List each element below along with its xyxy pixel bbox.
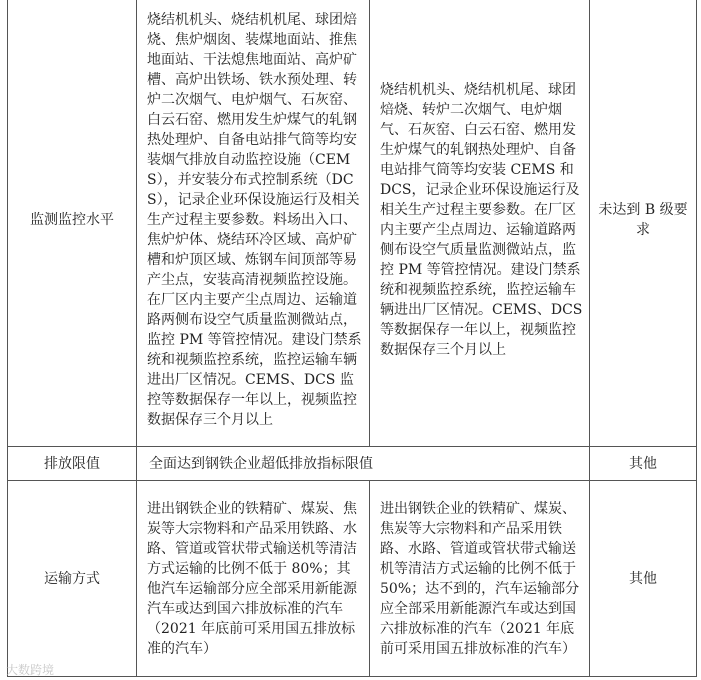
- cell-result: [590, 447, 697, 481]
- row-label: 运输方式: [44, 570, 100, 587]
- row-label-cell: [8, 481, 137, 677]
- cell-result: [590, 0, 697, 447]
- cell-text: 其他: [629, 455, 657, 472]
- watermark-text: 大数跨境: [6, 663, 55, 677]
- standards-table: [7, 0, 697, 677]
- table-row: [8, 447, 697, 481]
- watermark: [6, 661, 54, 678]
- cell-level-b: [370, 0, 590, 447]
- cell-text: 烧结机机头、烧结机机尾、球团焙烧、转炉二次烟气、电炉烟气、石灰窑、白云石窑、燃用发生炉煤气的轧钢热处理炉、自备电站排气筒等均安装 CEMS 和 DCS，记录企业环保设施运行及相关生产过程主要参数。在厂区内主要产尘点周边、运输道路两侧布设空气质量监测微站点，监控 PM 等管控情况。建设门禁系统和视频监控系统，监控运输车辆进出厂区情况。CEMS、DCS 等数据保存一年以上，视频监控数据保存三个月以上: [380, 81, 583, 358]
- cell-result: [590, 481, 697, 677]
- table-row: [8, 0, 697, 447]
- cell-text: 其他: [629, 570, 657, 587]
- cell-level-a: [137, 481, 370, 677]
- cell-text: 进出钢铁企业的铁精矿、煤炭、焦炭等大宗物料和产品采用铁路、水路、管道或管状带式输送机等清洁方式运输的比例不低于 80%；其他汽车运输部分应全部采用新能源汽车或达到国六排放标准的汽车（2021 年底前可采用国五排放标准的汽车）: [147, 500, 357, 657]
- cell-level-b: [370, 481, 590, 677]
- row-label: 排放限值: [44, 455, 100, 472]
- cell-text: 烧结机机头、烧结机机尾、球团焙烧、焦炉烟囱、装煤地面站、推焦地面站、干法熄焦地面站、高炉矿槽、高炉出铁场、铁水预处理、转炉二次烟气、电炉烟气、石灰窑、白云石窑、燃用发生炉煤气的轧钢热处理炉、自备电站排气筒等均安装烟气排放自动监控设施（CEMS），并安装分布式控制系统（DCS），记录企业环保设施运行及相关生产过程主要参数。料场出入口、焦炉炉体、烧结环冷区域、高炉矿槽和炉顶区域、炼钢车间顶部等易产尘点，安装高清视频监控设施。在厂区内主要产尘点周边、运输道路两侧布设空气质量监测微站点，监控 PM 等管控情况。建设门禁系统和视频监控系统，监控运输车辆进出厂区情况。CEMS、DCS 监控等数据保存一年以上，视频监控数据保存三个月以上: [147, 11, 362, 428]
- row-label-cell: [8, 447, 137, 481]
- row-label-cell: [8, 0, 137, 447]
- table-row: [8, 481, 697, 677]
- cell-text: 全面达到钢铁企业超低排放指标限值: [149, 455, 373, 472]
- cell-text: 进出钢铁企业的铁精矿、煤炭、焦炭等大宗物料和产品采用铁路、水路、管道或管状带式输送机等清洁方式运输的比例不低于 50%；达不到的，汽车运输部分应全部采用新能源汽车或达到国六排放标准的汽车（2021 年底前可采用国五排放标准的汽车）: [380, 500, 580, 657]
- cell-merged: [137, 447, 590, 481]
- cell-level-a: [137, 0, 370, 447]
- cell-text: 未达到 B 级要求: [598, 201, 688, 238]
- row-label: 监测监控水平: [30, 211, 114, 228]
